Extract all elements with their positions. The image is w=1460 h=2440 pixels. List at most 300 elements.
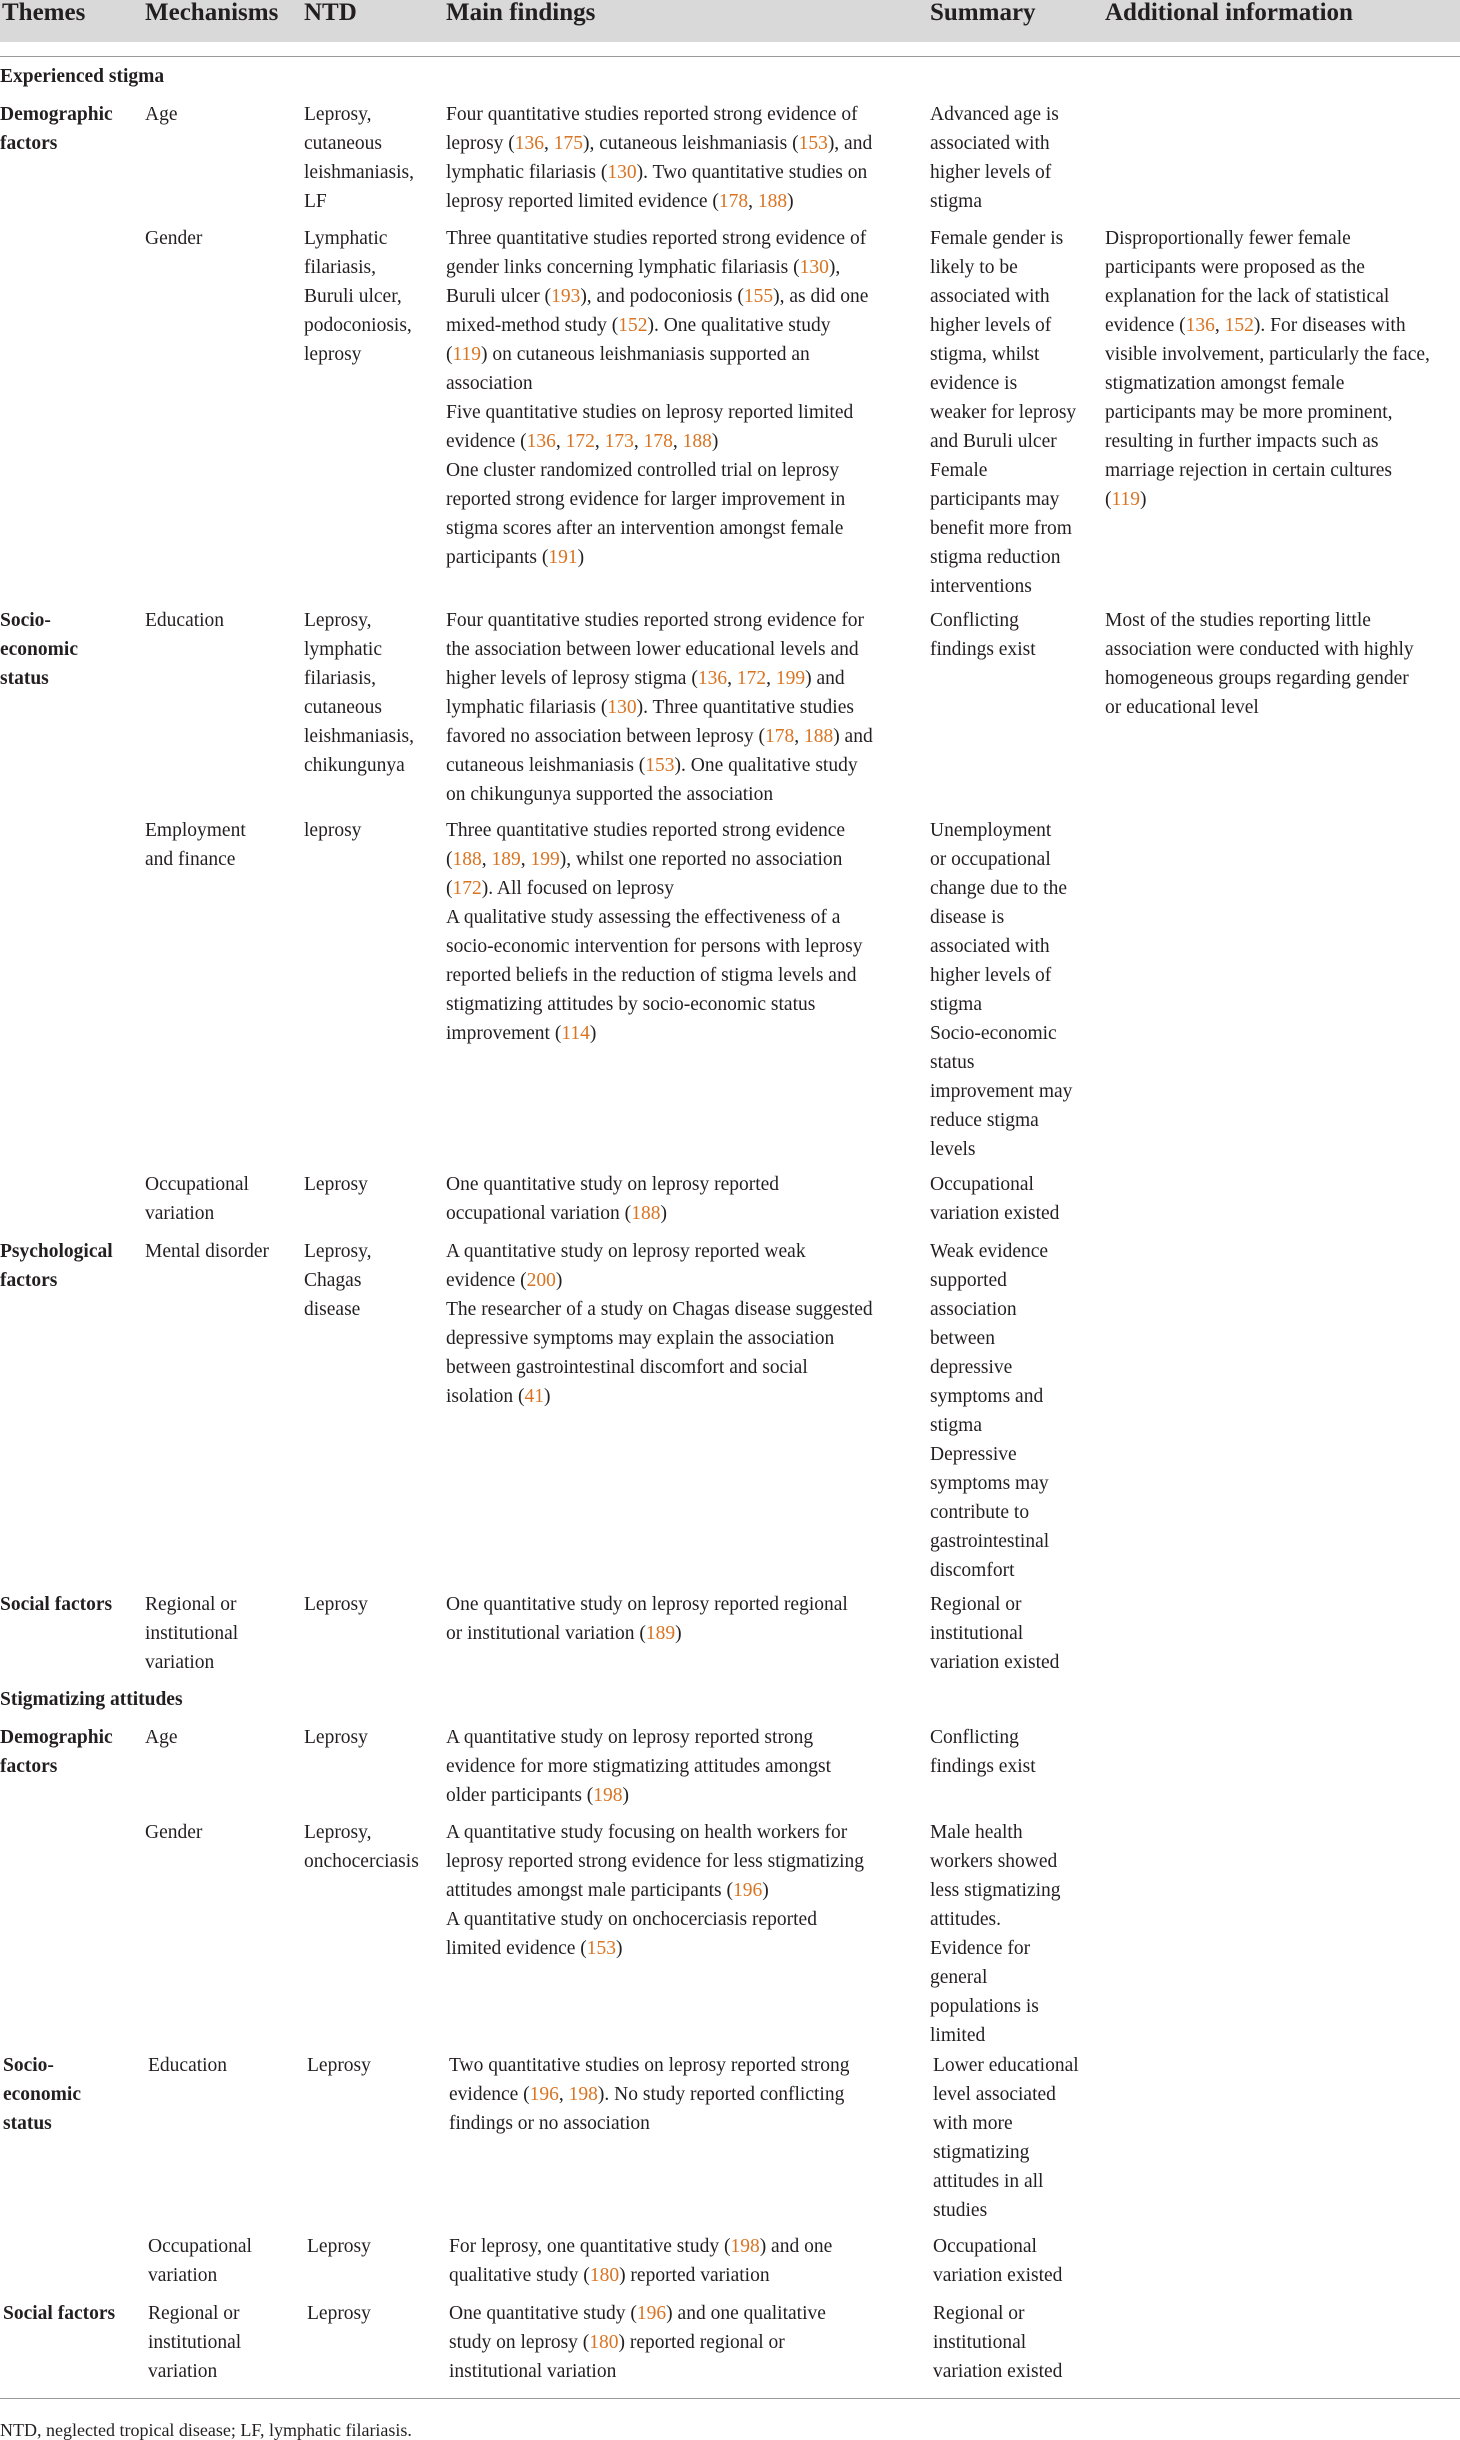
cell-line: participants may <box>930 489 1060 510</box>
cell-line: leprosy <box>304 820 362 841</box>
cell-mechanism <box>145 224 202 253</box>
cell-summary <box>930 1170 1059 1228</box>
citation-link[interactable]: 173 <box>604 431 634 452</box>
cell-line: levels <box>930 1139 976 1160</box>
cell-line: supported <box>930 1270 1007 1291</box>
cell-main-findings <box>446 816 862 1048</box>
cell-line: higher levels of <box>930 162 1052 183</box>
cell-theme <box>0 1590 112 1619</box>
cell-line: stigma scores after an intervention amongst female <box>446 518 844 539</box>
cell-ntd <box>304 606 414 780</box>
citation-link[interactable]: 180 <box>589 2332 619 2353</box>
citation-link[interactable]: 130 <box>607 697 637 718</box>
cell-line: Leprosy, <box>304 610 372 631</box>
cell-line: Female <box>930 460 988 481</box>
cell-line: Regional or <box>145 1594 237 1615</box>
citation-link[interactable]: 172 <box>452 878 482 899</box>
citation-link[interactable]: 130 <box>799 257 829 278</box>
cell-line: variation existed <box>933 2265 1063 2286</box>
citation-link[interactable]: 198 <box>568 2084 598 2105</box>
cell-line: leprosy reported limited evidence (178, 188) <box>446 191 794 212</box>
cell-line: (172). All focused on leprosy <box>446 878 675 899</box>
cell-main-findings <box>446 1170 779 1228</box>
cell-summary <box>930 1237 1049 1585</box>
cell-line: variation existed <box>933 2361 1063 2382</box>
cell-line: Weak evidence <box>930 1241 1049 1262</box>
cell-line: evidence (196, 198). No study reported conflicting <box>449 2084 845 2105</box>
cell-line: A quantitative study on leprosy reported strong <box>446 1727 814 1748</box>
cell-ntd <box>304 1723 368 1752</box>
citation-link[interactable]: 199 <box>775 668 806 689</box>
citation-link[interactable]: 41 <box>524 1386 545 1407</box>
cell-ntd <box>304 1590 368 1619</box>
cell-line: Leprosy <box>307 2236 371 2257</box>
cell-line: institutional variation <box>449 2361 617 2382</box>
citation-link[interactable]: 119 <box>452 344 482 365</box>
cell-additional-information <box>1105 606 1414 722</box>
cell-line: qualitative study (180) reported variation <box>449 2265 770 2286</box>
cell-line: One quantitative study on leprosy reported regional <box>446 1594 848 1615</box>
cell-line: Buruli ulcer (193), and podoconiosis (155), as did one <box>446 286 869 307</box>
cell-line: Gender <box>145 1822 203 1843</box>
cell-line: cutaneous <box>304 697 382 718</box>
cell-line: cutaneous <box>304 133 382 154</box>
cell-line: stigma <box>930 994 982 1015</box>
cell-line: Lymphatic <box>304 228 388 249</box>
cell-line: evidence (200) <box>446 1270 563 1291</box>
citation-link[interactable]: 198 <box>730 2236 760 2257</box>
cell-line: leishmaniasis, <box>304 726 414 747</box>
header-summary: Summary <box>930 0 1036 26</box>
cell-summary <box>930 224 1076 601</box>
cell-line: participants may be more prominent, <box>1105 402 1393 423</box>
cell-line: occupational variation (188) <box>446 1203 667 1224</box>
cell-ntd <box>304 100 414 216</box>
citation-link[interactable]: 114 <box>561 1023 590 1044</box>
cell-line: association were conducted with highly <box>1105 639 1414 660</box>
cell-line: participants (191) <box>446 547 585 568</box>
citation-link[interactable]: 188 <box>631 1203 661 1224</box>
cell-line: institutional <box>930 1623 1024 1644</box>
cell-mechanism <box>145 816 246 874</box>
citation-link[interactable]: 172 <box>736 668 767 689</box>
header-main-findings: Main findings <box>446 0 596 26</box>
cell-summary <box>933 2299 1062 2386</box>
cell-line: For leprosy, one quantitative study (198) and one <box>449 2236 833 2257</box>
citation-link[interactable]: 199 <box>530 849 560 870</box>
cell-mechanism <box>145 606 224 635</box>
cell-line: chikungunya <box>304 755 405 776</box>
cell-line: between gastrointestinal discomfort and social <box>446 1357 808 1378</box>
cell-line: change due to the <box>930 878 1067 899</box>
citation-link[interactable]: 153 <box>645 755 675 776</box>
cell-line: variation existed <box>930 1652 1060 1673</box>
cell-line: contribute to <box>930 1502 1030 1523</box>
cell-line: with more <box>933 2113 1013 2134</box>
cell-theme <box>3 2299 115 2328</box>
cell-line: between <box>930 1328 995 1349</box>
cell-line: Conflicting <box>930 1727 1019 1748</box>
cell-line: populations is <box>930 1996 1039 2017</box>
cell-line: status <box>930 1052 975 1073</box>
cell-line: symptoms and <box>930 1386 1044 1407</box>
cell-line: Leprosy <box>307 2055 371 2076</box>
cell-line: and finance <box>145 849 236 870</box>
cell-line: the association between lower educational levels and <box>446 639 859 660</box>
cell-line: general <box>930 1967 988 1988</box>
cell-main-findings <box>446 1723 831 1810</box>
cell-line: Occupational <box>145 1174 249 1195</box>
cell-line: improvement may <box>930 1081 1073 1102</box>
cell-theme <box>0 606 78 693</box>
cell-mechanism <box>148 2051 227 2080</box>
cell-main-findings <box>446 100 872 216</box>
cell-line: Mental disorder <box>145 1241 270 1262</box>
cell-line: associated with <box>930 133 1050 154</box>
cell-line: disease is <box>930 907 1005 928</box>
citation-link[interactable]: 196 <box>529 2084 559 2105</box>
cell-line: associated with <box>930 286 1050 307</box>
cell-line: visible involvement, particularly the face, <box>1105 344 1430 365</box>
cell-line: One cluster randomized controlled trial on leprosy <box>446 460 840 481</box>
citation-link[interactable]: 155 <box>743 286 774 307</box>
cell-summary <box>930 1818 1061 2050</box>
cell-line: mixed-method study (152). One qualitative study <box>446 315 831 336</box>
table-header <box>0 0 1460 42</box>
cell-line: A qualitative study assessing the effectiveness of a <box>446 907 841 928</box>
cell-line: Gender <box>145 228 203 249</box>
citation-link[interactable]: 136 <box>697 668 728 689</box>
cell-mechanism <box>148 2232 252 2290</box>
cell-line: benefit more from <box>930 518 1072 539</box>
cell-main-findings <box>446 224 868 572</box>
cell-line: Unemployment <box>930 820 1052 841</box>
cell-line: filariasis, <box>304 668 377 689</box>
cell-ntd <box>304 1170 368 1199</box>
cell-line: less stigmatizing <box>930 1880 1061 1901</box>
cell-line: Four quantitative studies reported strong evidence of <box>446 104 858 125</box>
cell-line: stigma <box>930 191 982 212</box>
cell-line: evidence (136, 172, 173, 178, 188) <box>446 431 719 452</box>
citation-link[interactable]: 180 <box>589 2265 620 2286</box>
cell-line: discomfort <box>930 1560 1015 1581</box>
cell-line: Employment <box>145 820 246 841</box>
citation-link[interactable]: 136 <box>526 431 556 452</box>
citation-link[interactable]: 130 <box>607 162 637 183</box>
cell-line: disease <box>304 1299 361 1320</box>
cell-line: institutional <box>145 1623 239 1644</box>
cell-line: Leprosy, <box>304 1822 372 1843</box>
cell-line: attitudes amongst male participants (196) <box>446 1880 769 1901</box>
cell-line: favored no association between leprosy (178, 188) and <box>446 726 873 747</box>
cell-line: studies <box>933 2200 988 2221</box>
cell-line: LF <box>304 191 327 212</box>
cell-line: limited evidence (153) <box>446 1938 623 1959</box>
citation-link[interactable]: 153 <box>586 1938 617 1959</box>
cell-summary <box>930 100 1059 216</box>
cell-line: stigma reduction <box>930 547 1061 568</box>
cell-line: Evidence for <box>930 1938 1031 1959</box>
cell-line: Advanced age is <box>930 104 1059 125</box>
cell-line: higher levels of <box>930 965 1052 986</box>
cell-line: reported strong evidence for larger improvement in <box>446 489 846 510</box>
cell-line: resulting in further impacts such as <box>1105 431 1379 452</box>
cell-mechanism <box>145 1237 269 1266</box>
cell-main-findings <box>449 2232 832 2290</box>
cell-line: variation <box>148 2361 218 2382</box>
cell-line: Five quantitative studies on leprosy reported limited <box>446 402 854 423</box>
citation-link[interactable]: 191 <box>548 547 578 568</box>
cell-line: leishmaniasis, <box>304 162 414 183</box>
cell-line: Social factors <box>3 2303 116 2324</box>
cell-line: Education <box>148 2055 228 2076</box>
citation-link[interactable]: 178 <box>643 431 673 452</box>
cell-ntd <box>307 2051 371 2080</box>
cell-line: onchocerciasis <box>304 1851 419 1872</box>
cell-line: A quantitative study on leprosy reported weak <box>446 1241 806 1262</box>
cell-line: factors <box>0 1270 58 1291</box>
cell-line: evidence for more stigmatizing attitudes amongst <box>446 1756 832 1777</box>
citation-link[interactable]: 193 <box>551 286 581 307</box>
cell-theme <box>0 1237 113 1295</box>
cell-line: One quantitative study (196) and one qualitative <box>449 2303 826 2324</box>
citation-link[interactable]: 119 <box>1111 489 1141 510</box>
cell-line: gender links concerning lymphatic filariasis (130), <box>446 257 841 278</box>
cell-line: One quantitative study on leprosy reported <box>446 1174 780 1195</box>
cell-line: evidence (136, 152). For diseases with <box>1105 315 1406 336</box>
cell-main-findings <box>446 606 873 809</box>
cell-line: Regional or <box>930 1594 1022 1615</box>
cell-line: Demographic <box>0 1727 113 1748</box>
cell-line: Regional or <box>148 2303 240 2324</box>
header-ntd: NTD <box>304 0 357 26</box>
cell-line: status <box>3 2113 52 2134</box>
citation-link[interactable]: 188 <box>682 431 712 452</box>
header-rule <box>0 56 1460 57</box>
cell-mechanism <box>145 1590 238 1677</box>
cell-mechanism <box>145 1723 178 1752</box>
cell-line: Regional or <box>933 2303 1025 2324</box>
cell-line: Leprosy, <box>304 1241 372 1262</box>
cell-line: stigma <box>930 1415 982 1436</box>
cell-line: Leprosy <box>304 1174 368 1195</box>
cell-line: Depressive <box>930 1444 1017 1465</box>
citation-link[interactable]: 200 <box>526 1270 556 1291</box>
cell-line: Three quantitative studies reported strong evidence <box>446 820 846 841</box>
cell-ntd <box>307 2299 371 2328</box>
citation-link[interactable]: 178 <box>718 191 749 212</box>
cell-line: variation <box>145 1652 215 1673</box>
cell-ntd <box>307 2232 371 2261</box>
cell-line: Socio-economic <box>930 1023 1057 1044</box>
cell-line: workers showed <box>930 1851 1058 1872</box>
cell-line: limited <box>930 2025 986 2046</box>
cell-line: findings exist <box>930 1756 1036 1777</box>
cell-line: Age <box>145 1727 178 1748</box>
citation-link[interactable]: 136 <box>514 133 545 154</box>
cell-summary <box>933 2051 1079 2225</box>
cell-line: stigmatizing <box>933 2142 1030 2163</box>
cell-line: Socio- <box>3 2055 54 2076</box>
cell-line: findings or no association <box>449 2113 650 2134</box>
cell-line: or occupational <box>930 849 1051 870</box>
citation-link[interactable]: 198 <box>593 1785 623 1806</box>
citation-link[interactable]: 178 <box>764 726 795 747</box>
cell-line: Four quantitative studies reported strong evidence for <box>446 610 865 631</box>
cell-line: variation existed <box>930 1203 1060 1224</box>
citation-link[interactable]: 152 <box>1224 315 1254 336</box>
cell-main-findings <box>446 1818 864 1963</box>
cell-line: reported beliefs in the reduction of stigma levels and <box>446 965 857 986</box>
header-additional-information: Additional information <box>1105 0 1353 26</box>
cell-line: depressive symptoms may explain the association <box>446 1328 835 1349</box>
cell-line: older participants (198) <box>446 1785 630 1806</box>
cell-line: socio-economic intervention for persons with leprosy <box>446 936 863 957</box>
cell-theme <box>0 100 113 158</box>
cell-line: Leprosy <box>307 2303 371 2324</box>
cell-line: likely to be <box>930 257 1018 278</box>
cell-line: factors <box>0 133 58 154</box>
cell-line: symptoms may <box>930 1473 1049 1494</box>
cell-line: participants were proposed as the <box>1105 257 1365 278</box>
cell-line: reduce stigma <box>930 1110 1039 1131</box>
cell-line: stigmatization amongst female <box>1105 373 1345 394</box>
cell-line: Conflicting <box>930 610 1019 631</box>
citation-link[interactable]: 188 <box>757 191 788 212</box>
citation-link[interactable]: 153 <box>798 133 828 154</box>
citation-link[interactable]: 188 <box>452 849 482 870</box>
cell-additional-information <box>1105 224 1430 514</box>
cell-line: level associated <box>933 2084 1056 2105</box>
cell-line: Male health <box>930 1822 1023 1843</box>
cell-summary <box>933 2232 1062 2290</box>
citation-link[interactable]: 188 <box>803 726 834 747</box>
cell-line: associated with <box>930 936 1050 957</box>
cell-theme <box>0 1723 113 1781</box>
cell-ntd <box>304 224 412 369</box>
cell-mechanism <box>145 100 178 129</box>
cell-line: higher levels of <box>930 315 1052 336</box>
header-themes: Themes <box>2 0 86 26</box>
cell-line: variation <box>145 1203 215 1224</box>
cell-line: lymphatic <box>304 639 382 660</box>
citation-link[interactable]: 152 <box>618 315 648 336</box>
cell-line: Occupational <box>933 2236 1037 2257</box>
citation-link[interactable]: 189 <box>491 849 521 870</box>
cell-line: filariasis, <box>304 257 377 278</box>
cell-mechanism <box>145 1170 249 1228</box>
cell-line: podoconiosis, <box>304 315 412 336</box>
citation-link[interactable]: 196 <box>636 2303 667 2324</box>
cell-line: improvement (114) <box>446 1023 597 1044</box>
cell-line: Occupational <box>148 2236 252 2257</box>
cell-line: explanation for the lack of statistical <box>1105 286 1390 307</box>
cell-line: leprosy <box>304 344 362 365</box>
cell-line: Lower educational <box>933 2055 1079 2076</box>
cell-line: (188, 189, 199), whilst one reported no association <box>446 849 843 870</box>
table-bottom-rule <box>0 2398 1460 2399</box>
cell-line: attitudes in all <box>933 2171 1044 2192</box>
cell-line: factors <box>0 1756 58 1777</box>
cell-summary <box>930 606 1036 664</box>
cell-mechanism <box>145 1818 202 1847</box>
cell-line: Demographic <box>0 104 113 125</box>
cell-line: Most of the studies reporting little <box>1105 610 1371 631</box>
cell-line: lymphatic filariasis (130). Two quantitative studies on <box>446 162 868 183</box>
cell-ntd <box>304 1237 372 1324</box>
cell-line: evidence is <box>930 373 1018 394</box>
cell-line: weaker for leprosy <box>930 402 1077 423</box>
cell-line: stigma, whilst <box>930 344 1040 365</box>
cell-line: study on leprosy (180) reported regional or <box>449 2332 785 2353</box>
cell-line: Two quantitative studies on leprosy reported strong <box>449 2055 850 2076</box>
cell-line: or educational level <box>1105 697 1259 718</box>
cell-line: (119) on cutaneous leishmaniasis supported an <box>446 344 810 365</box>
cell-line: A quantitative study focusing on health workers for <box>446 1822 848 1843</box>
citation-link[interactable]: 196 <box>733 1880 763 1901</box>
cell-line: cutaneous leishmaniasis (153). One qualitative study <box>446 755 858 776</box>
cell-line: Buruli ulcer, <box>304 286 402 307</box>
cell-line: economic <box>0 639 78 660</box>
cell-line: Female gender is <box>930 228 1064 249</box>
section-title: Stigmatizing attitudes <box>0 1689 183 1710</box>
cell-line: Socio- <box>0 610 51 631</box>
cell-line: economic <box>3 2084 81 2105</box>
cell-line: (119) <box>1105 489 1147 510</box>
cell-ntd <box>304 1818 419 1876</box>
cell-summary <box>930 1590 1059 1677</box>
cell-line: or institutional variation (189) <box>446 1623 682 1644</box>
cell-line: Disproportionally fewer female <box>1105 228 1351 249</box>
cell-main-findings <box>446 1590 848 1648</box>
cell-line: association <box>446 373 533 394</box>
cell-line: leprosy reported strong evidence for less stigmatizing <box>446 1851 865 1872</box>
cell-line: depressive <box>930 1357 1013 1378</box>
citation-link[interactable]: 189 <box>645 1623 676 1644</box>
table-footnote: NTD, neglected tropical disease; LF, lymphatic filariasis. <box>0 2420 412 2440</box>
cell-line: Leprosy, <box>304 104 372 125</box>
cell-line: attitudes. <box>930 1909 1001 1930</box>
section-title: Experienced stigma <box>0 66 165 87</box>
cell-line: Three quantitative studies reported strong evidence of <box>446 228 867 249</box>
cell-line: Education <box>145 610 225 631</box>
cell-line: The researcher of a study on Chagas disease suggested <box>446 1299 873 1320</box>
cell-main-findings <box>446 1237 873 1411</box>
cell-line: status <box>0 668 49 689</box>
cell-summary <box>930 1723 1036 1781</box>
cell-line: Age <box>145 104 178 125</box>
cell-line: and Buruli ulcer <box>930 431 1057 452</box>
citation-link[interactable]: 136 <box>1185 315 1215 336</box>
cell-summary <box>930 816 1072 1164</box>
citation-link[interactable]: 172 <box>565 431 595 452</box>
cell-main-findings <box>449 2299 826 2386</box>
cell-line: higher levels of leprosy stigma (136, 172, 199) and <box>446 668 845 689</box>
cell-line: gastrointestinal <box>930 1531 1050 1552</box>
cell-main-findings <box>449 2051 849 2138</box>
cell-line: Leprosy <box>304 1594 368 1615</box>
citation-link[interactable]: 175 <box>553 133 584 154</box>
cell-ntd <box>304 816 361 845</box>
cell-line: Psychological <box>0 1241 113 1262</box>
cell-line: Social factors <box>0 1594 113 1615</box>
cell-line: interventions <box>930 576 1032 597</box>
cell-line: findings exist <box>930 639 1036 660</box>
cell-line: Chagas <box>304 1270 362 1291</box>
cell-theme <box>3 2051 81 2138</box>
cell-line: on chikungunya supported the association <box>446 784 774 805</box>
cell-line: stigmatizing attitudes by socio-economic status <box>446 994 816 1015</box>
